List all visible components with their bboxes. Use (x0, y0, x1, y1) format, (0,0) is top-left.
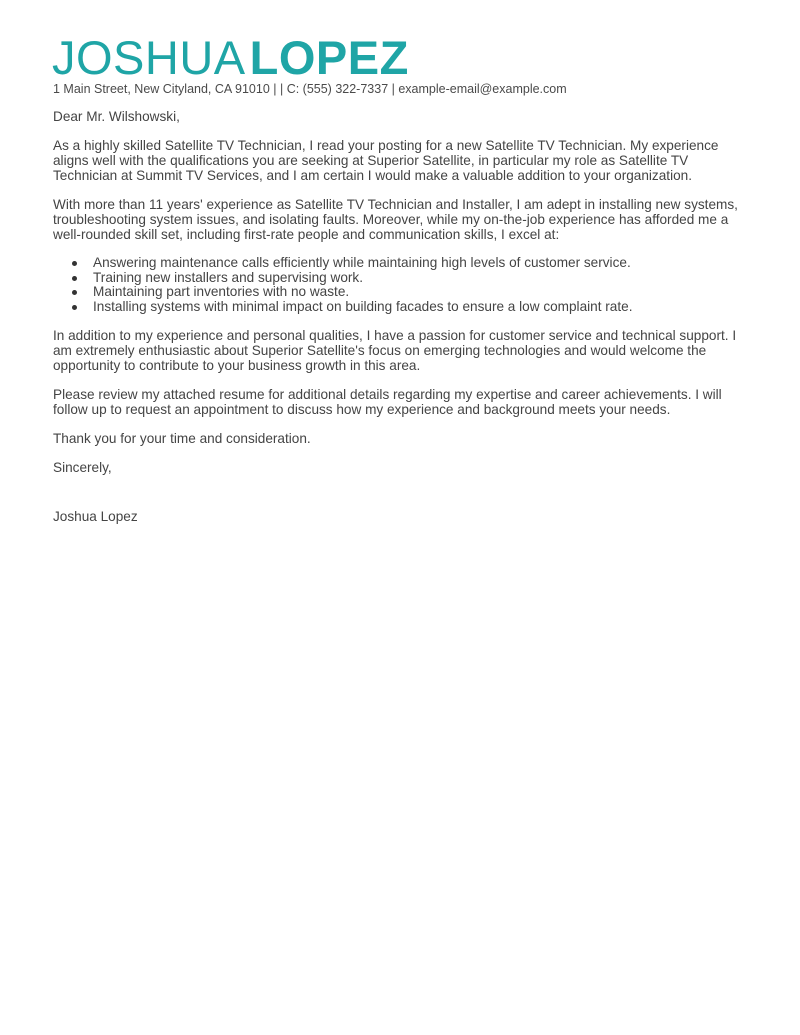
first-name: JOSHUA (52, 31, 246, 84)
skills-list-item-text: Maintaining part inventories with no waste. (93, 284, 350, 300)
bullet-icon (72, 290, 77, 295)
letter-body (53, 109, 753, 538)
last-name: LOPEZ (249, 31, 409, 84)
salutation: Dear Mr. Wilshowski, (53, 109, 180, 124)
bullet-icon (72, 261, 77, 266)
paragraph-follow-up: Please review my attached resume for additional details regarding my expertise and career achievements. I will follow up to request an appointment to discuss how my experience and background meets your needs. (53, 386, 722, 417)
closing: Sincerely, (53, 459, 112, 475)
contact-line: 1 Main Street, New Cityland, CA 91010 | | C: (555) 322-7337 | example-email@example.com (53, 82, 567, 96)
skills-list-item (93, 300, 753, 315)
skills-list-item (93, 285, 753, 300)
signature-name: Joshua Lopez (53, 508, 138, 524)
skills-list-item-text: Answering maintenance calls efficiently while maintaining high levels of customer service. (93, 255, 631, 270)
skills-list (53, 256, 753, 315)
skills-list-item-text: Training new installers and supervising work. (93, 269, 363, 285)
paragraph-intro: As a highly skilled Satellite TV Technician, I read your posting for a new Satellite TV Technician. My experience aligns well with the qualifications you are seeking at Superior Satellite, in particular my role as Satellite TV Technician at Summit TV Services, and I am certain I would make a valuable addition to your organization. (53, 138, 719, 183)
applicant-name-heading (52, 30, 409, 86)
signature-space (53, 489, 753, 509)
skills-list-item (93, 256, 753, 271)
paragraph-thanks: Thank you for your time and consideration. (53, 430, 311, 446)
bullet-icon (72, 276, 77, 281)
paragraph-experience: With more than 11 years' experience as Satellite TV Technician and Installer, I am adept in installing new systems, troubleshooting system issues, and isolating faults. Moreover, while my on-the-job experience has afforded me a well-rounded skill set, including first-rate people and communication skills, I excel at: (53, 197, 738, 242)
paragraph-passion: In addition to my experience and personal qualities, I have a passion for customer service and technical support. I am extremely enthusiastic about Superior Satellite's focus on emerging technologies and would welcome the opportunity to contribute to your business growth in this area. (53, 327, 737, 373)
skills-list-item-text: Installing systems with minimal impact on building facades to ensure a low complaint rate. (93, 299, 633, 315)
bullet-icon (72, 305, 77, 310)
skills-list-item (93, 271, 753, 286)
